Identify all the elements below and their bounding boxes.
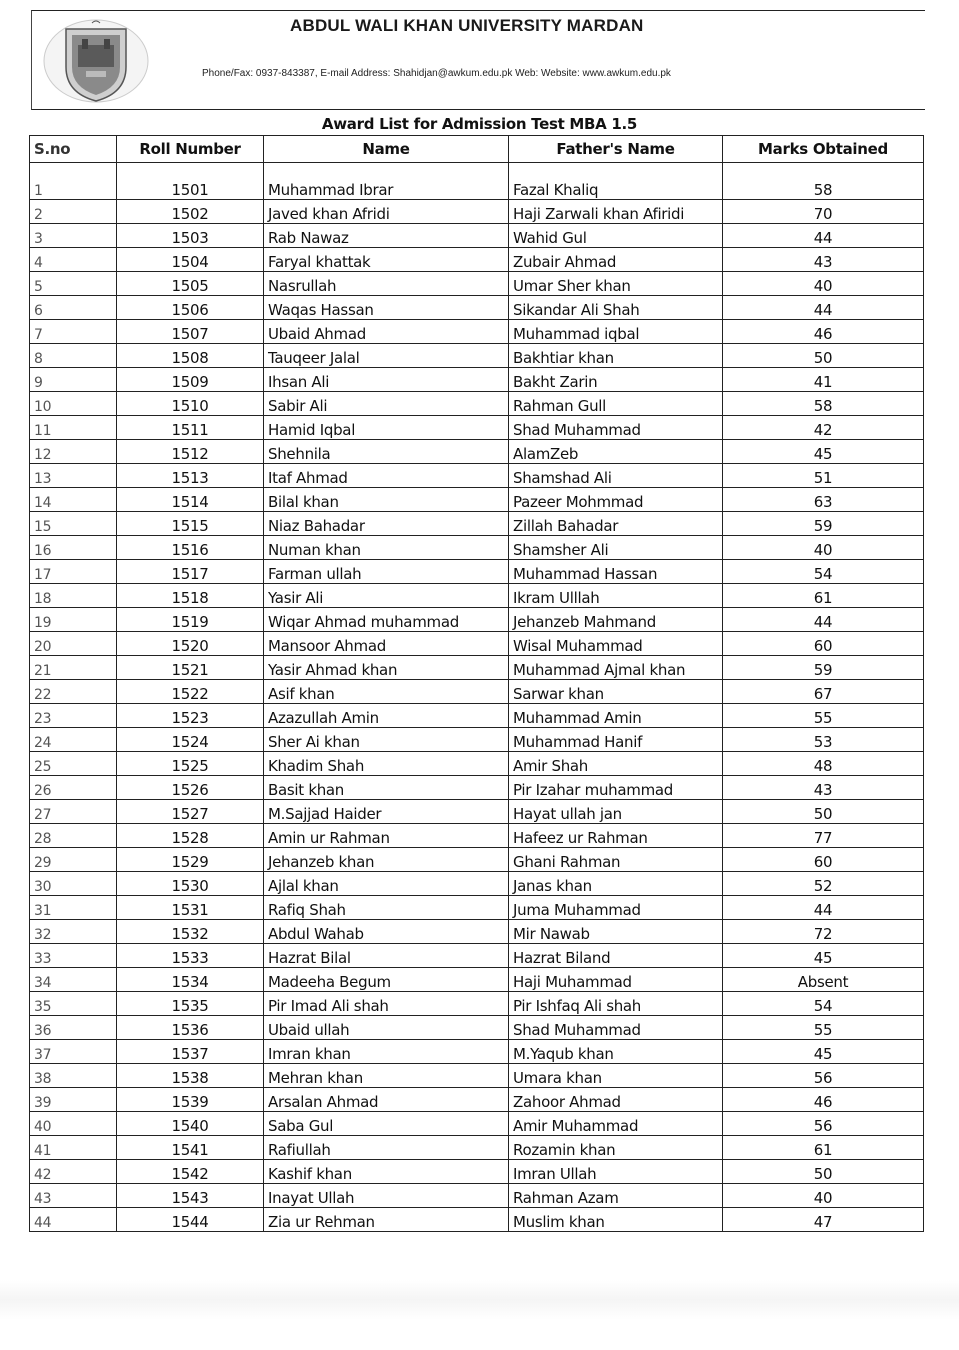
cell-sno: 34 bbox=[30, 968, 117, 992]
cell-fathers-name: Zubair Ahmad bbox=[509, 248, 723, 272]
cell-sno: 28 bbox=[30, 824, 117, 848]
cell-fathers-name: Shamsher Ali bbox=[509, 536, 723, 560]
cell-roll-number: 1533 bbox=[117, 944, 264, 968]
table-row bbox=[30, 224, 924, 248]
cell-roll-number: 1504 bbox=[117, 248, 264, 272]
cell-roll-number: 1516 bbox=[117, 536, 264, 560]
cell-roll-number: 1538 bbox=[117, 1064, 264, 1088]
table-row bbox=[30, 1184, 924, 1208]
table-row bbox=[30, 272, 924, 296]
cell-marks-obtained: 40 bbox=[723, 1184, 924, 1208]
cell-marks-obtained: Absent bbox=[723, 968, 924, 992]
table-row bbox=[30, 632, 924, 656]
table-row bbox=[30, 896, 924, 920]
cell-roll-number: 1539 bbox=[117, 1088, 264, 1112]
cell-name: Yasir Ahmad khan bbox=[264, 656, 509, 680]
cell-sno: 37 bbox=[30, 1040, 117, 1064]
cell-marks-obtained: 77 bbox=[723, 824, 924, 848]
cell-sno: 8 bbox=[30, 344, 117, 368]
cell-fathers-name: Sikandar Ali Shah bbox=[509, 296, 723, 320]
cell-marks-obtained: 55 bbox=[723, 704, 924, 728]
table-row bbox=[30, 1040, 924, 1064]
table-row bbox=[30, 848, 924, 872]
cell-roll-number: 1544 bbox=[117, 1208, 264, 1232]
cell-fathers-name: Haji Muhammad bbox=[509, 968, 723, 992]
table-row bbox=[30, 344, 924, 368]
cell-sno: 41 bbox=[30, 1136, 117, 1160]
table-row bbox=[30, 392, 924, 416]
cell-fathers-name: Haji Zarwali khan Afiridi bbox=[509, 200, 723, 224]
column-header-sno: S.no bbox=[30, 136, 117, 163]
cell-name: Faryal khattak bbox=[264, 248, 509, 272]
cell-marks-obtained: 50 bbox=[723, 1160, 924, 1184]
cell-sno: 18 bbox=[30, 584, 117, 608]
cell-fathers-name: Muhammad Hassan bbox=[509, 560, 723, 584]
cell-marks-obtained: 50 bbox=[723, 344, 924, 368]
cell-roll-number: 1531 bbox=[117, 896, 264, 920]
cell-name: Waqas Hassan bbox=[264, 296, 509, 320]
cell-name: Wiqar Ahmad muhammad bbox=[264, 608, 509, 632]
cell-name: Javed khan Afridi bbox=[264, 200, 509, 224]
cell-sno: 10 bbox=[30, 392, 117, 416]
cell-fathers-name: Wisal Muhammad bbox=[509, 632, 723, 656]
cell-name: Azazullah Amin bbox=[264, 704, 509, 728]
cell-sno: 44 bbox=[30, 1208, 117, 1232]
cell-marks-obtained: 70 bbox=[723, 200, 924, 224]
cell-name: Khadim Shah bbox=[264, 752, 509, 776]
cell-marks-obtained: 43 bbox=[723, 776, 924, 800]
cell-fathers-name: Muhammad Amin bbox=[509, 704, 723, 728]
cell-fathers-name: Ikram Ulllah bbox=[509, 584, 723, 608]
cell-fathers-name: Hafeez ur Rahman bbox=[509, 824, 723, 848]
cell-fathers-name: Amir Shah bbox=[509, 752, 723, 776]
cell-sno: 12 bbox=[30, 440, 117, 464]
table-row bbox=[30, 1208, 924, 1232]
cell-name: Nasrullah bbox=[264, 272, 509, 296]
cell-marks-obtained: 72 bbox=[723, 920, 924, 944]
column-header-roll-number: Roll Number bbox=[117, 136, 264, 163]
cell-roll-number: 1511 bbox=[117, 416, 264, 440]
cell-marks-obtained: 44 bbox=[723, 608, 924, 632]
cell-marks-obtained: 45 bbox=[723, 440, 924, 464]
cell-sno: 42 bbox=[30, 1160, 117, 1184]
cell-name: Kashif khan bbox=[264, 1160, 509, 1184]
cell-marks-obtained: 63 bbox=[723, 488, 924, 512]
cell-fathers-name: Pazeer Mohmmad bbox=[509, 488, 723, 512]
cell-name: Numan khan bbox=[264, 536, 509, 560]
cell-marks-obtained: 56 bbox=[723, 1064, 924, 1088]
table-row bbox=[30, 320, 924, 344]
cell-fathers-name: Pir Izahar muhammad bbox=[509, 776, 723, 800]
cell-roll-number: 1542 bbox=[117, 1160, 264, 1184]
university-name: ABDUL WALI KHAN UNIVERSITY MARDAN bbox=[290, 16, 644, 35]
cell-name: Jehanzeb khan bbox=[264, 848, 509, 872]
cell-roll-number: 1540 bbox=[117, 1112, 264, 1136]
document-title: Award List for Admission Test MBA 1.5 bbox=[321, 115, 638, 133]
cell-name: Rafiq Shah bbox=[264, 896, 509, 920]
cell-sno: 35 bbox=[30, 992, 117, 1016]
cell-roll-number: 1521 bbox=[117, 656, 264, 680]
cell-roll-number: 1520 bbox=[117, 632, 264, 656]
cell-sno: 15 bbox=[30, 512, 117, 536]
cell-roll-number: 1503 bbox=[117, 224, 264, 248]
cell-fathers-name: Umara khan bbox=[509, 1064, 723, 1088]
cell-sno: 36 bbox=[30, 1016, 117, 1040]
cell-marks-obtained: 61 bbox=[723, 584, 924, 608]
cell-fathers-name: Hazrat Biland bbox=[509, 944, 723, 968]
cell-sno: 2 bbox=[30, 200, 117, 224]
cell-marks-obtained: 67 bbox=[723, 680, 924, 704]
cell-roll-number: 1501 bbox=[117, 163, 264, 200]
cell-marks-obtained: 50 bbox=[723, 800, 924, 824]
cell-sno: 32 bbox=[30, 920, 117, 944]
cell-fathers-name: Shad Muhammad bbox=[509, 1016, 723, 1040]
table-row bbox=[30, 1064, 924, 1088]
cell-sno: 43 bbox=[30, 1184, 117, 1208]
cell-name: Abdul Wahab bbox=[264, 920, 509, 944]
cell-marks-obtained: 45 bbox=[723, 1040, 924, 1064]
cell-sno: 9 bbox=[30, 368, 117, 392]
cell-sno: 4 bbox=[30, 248, 117, 272]
table-row bbox=[30, 1088, 924, 1112]
cell-sno: 22 bbox=[30, 680, 117, 704]
cell-fathers-name: Juma Muhammad bbox=[509, 896, 723, 920]
cell-name: Madeeha Begum bbox=[264, 968, 509, 992]
cell-fathers-name: AlamZeb bbox=[509, 440, 723, 464]
cell-roll-number: 1507 bbox=[117, 320, 264, 344]
cell-sno: 7 bbox=[30, 320, 117, 344]
table-row bbox=[30, 872, 924, 896]
cell-fathers-name: Muhammad iqbal bbox=[509, 320, 723, 344]
cell-roll-number: 1519 bbox=[117, 608, 264, 632]
cell-name: Saba Gul bbox=[264, 1112, 509, 1136]
cell-roll-number: 1537 bbox=[117, 1040, 264, 1064]
cell-roll-number: 1524 bbox=[117, 728, 264, 752]
table-row bbox=[30, 200, 924, 224]
cell-fathers-name: Muslim khan bbox=[509, 1208, 723, 1232]
cell-fathers-name: Muhammad Ajmal khan bbox=[509, 656, 723, 680]
cell-fathers-name: Imran Ullah bbox=[509, 1160, 723, 1184]
cell-roll-number: 1502 bbox=[117, 200, 264, 224]
cell-name: Muhammad Ibrar bbox=[264, 163, 509, 200]
cell-roll-number: 1508 bbox=[117, 344, 264, 368]
table-row bbox=[30, 968, 924, 992]
cell-name: Niaz Bahadar bbox=[264, 512, 509, 536]
cell-roll-number: 1515 bbox=[117, 512, 264, 536]
cell-sno: 13 bbox=[30, 464, 117, 488]
cell-roll-number: 1530 bbox=[117, 872, 264, 896]
cell-name: Ubaid Ahmad bbox=[264, 320, 509, 344]
cell-name: Itaf Ahmad bbox=[264, 464, 509, 488]
cell-name: Mansoor Ahmad bbox=[264, 632, 509, 656]
cell-name: Yasir Ali bbox=[264, 584, 509, 608]
cell-roll-number: 1510 bbox=[117, 392, 264, 416]
cell-marks-obtained: 54 bbox=[723, 560, 924, 584]
cell-name: Ubaid ullah bbox=[264, 1016, 509, 1040]
cell-marks-obtained: 48 bbox=[723, 752, 924, 776]
cell-fathers-name: Hayat ullah jan bbox=[509, 800, 723, 824]
cell-sno: 23 bbox=[30, 704, 117, 728]
cell-marks-obtained: 58 bbox=[723, 392, 924, 416]
table-row bbox=[30, 440, 924, 464]
cell-fathers-name: Bakhtiar khan bbox=[509, 344, 723, 368]
table-row bbox=[30, 1160, 924, 1184]
cell-name: Tauqeer Jalal bbox=[264, 344, 509, 368]
cell-fathers-name: Mir Nawab bbox=[509, 920, 723, 944]
cell-name: Farman ullah bbox=[264, 560, 509, 584]
cell-marks-obtained: 44 bbox=[723, 296, 924, 320]
cell-marks-obtained: 52 bbox=[723, 872, 924, 896]
cell-sno: 1 bbox=[30, 163, 117, 200]
cell-roll-number: 1528 bbox=[117, 824, 264, 848]
cell-sno: 11 bbox=[30, 416, 117, 440]
table-row bbox=[30, 800, 924, 824]
cell-fathers-name: Zahoor Ahmad bbox=[509, 1088, 723, 1112]
cell-name: Ihsan Ali bbox=[264, 368, 509, 392]
table-row bbox=[30, 368, 924, 392]
table-row bbox=[30, 1136, 924, 1160]
table-row bbox=[30, 464, 924, 488]
cell-marks-obtained: 46 bbox=[723, 320, 924, 344]
cell-marks-obtained: 40 bbox=[723, 536, 924, 560]
cell-sno: 31 bbox=[30, 896, 117, 920]
table-row bbox=[30, 163, 924, 200]
cell-marks-obtained: 46 bbox=[723, 1088, 924, 1112]
column-header-fathers-name: Father's Name bbox=[509, 136, 723, 163]
cell-fathers-name: M.Yaqub khan bbox=[509, 1040, 723, 1064]
cell-fathers-name: Janas khan bbox=[509, 872, 723, 896]
cell-name: Hamid Iqbal bbox=[264, 416, 509, 440]
table-row bbox=[30, 992, 924, 1016]
cell-fathers-name: Shamshad Ali bbox=[509, 464, 723, 488]
cell-sno: 33 bbox=[30, 944, 117, 968]
cell-name: Imran khan bbox=[264, 1040, 509, 1064]
table-row bbox=[30, 704, 924, 728]
cell-roll-number: 1541 bbox=[117, 1136, 264, 1160]
table-row bbox=[30, 488, 924, 512]
cell-marks-obtained: 44 bbox=[723, 224, 924, 248]
cell-sno: 27 bbox=[30, 800, 117, 824]
cell-roll-number: 1514 bbox=[117, 488, 264, 512]
cell-roll-number: 1532 bbox=[117, 920, 264, 944]
cell-sno: 39 bbox=[30, 1088, 117, 1112]
cell-roll-number: 1505 bbox=[117, 272, 264, 296]
cell-sno: 25 bbox=[30, 752, 117, 776]
column-header-marks-obtained: Marks Obtained bbox=[723, 136, 924, 163]
cell-marks-obtained: 60 bbox=[723, 632, 924, 656]
cell-name: Shehnila bbox=[264, 440, 509, 464]
cell-sno: 5 bbox=[30, 272, 117, 296]
cell-fathers-name: Amir Muhammad bbox=[509, 1112, 723, 1136]
cell-name: Sher Ai khan bbox=[264, 728, 509, 752]
table-row bbox=[30, 512, 924, 536]
cell-fathers-name: Bakht Zarin bbox=[509, 368, 723, 392]
cell-name: Rab Nawaz bbox=[264, 224, 509, 248]
cell-fathers-name: Shad Muhammad bbox=[509, 416, 723, 440]
cell-fathers-name: Zillah Bahadar bbox=[509, 512, 723, 536]
cell-roll-number: 1534 bbox=[117, 968, 264, 992]
table-row bbox=[30, 824, 924, 848]
table-row bbox=[30, 608, 924, 632]
table-row bbox=[30, 296, 924, 320]
cell-fathers-name: Wahid Gul bbox=[509, 224, 723, 248]
cell-sno: 20 bbox=[30, 632, 117, 656]
cell-name: Pir Imad Ali shah bbox=[264, 992, 509, 1016]
cell-marks-obtained: 45 bbox=[723, 944, 924, 968]
table-row bbox=[30, 1016, 924, 1040]
cell-sno: 24 bbox=[30, 728, 117, 752]
cell-marks-obtained: 51 bbox=[723, 464, 924, 488]
scan-margin bbox=[0, 1280, 959, 1320]
cell-marks-obtained: 53 bbox=[723, 728, 924, 752]
cell-sno: 29 bbox=[30, 848, 117, 872]
table-row bbox=[30, 920, 924, 944]
table-row bbox=[30, 656, 924, 680]
table-row bbox=[30, 584, 924, 608]
cell-roll-number: 1543 bbox=[117, 1184, 264, 1208]
contact-info: Phone/Fax: 0937-843387, E-mail Address: Shahidjan@awkum.edu.pk Web: Website: www.awkum.edu.pk bbox=[202, 68, 671, 79]
cell-sno: 3 bbox=[30, 224, 117, 248]
cell-name: Zia ur Rehman bbox=[264, 1208, 509, 1232]
cell-roll-number: 1523 bbox=[117, 704, 264, 728]
cell-roll-number: 1509 bbox=[117, 368, 264, 392]
cell-sno: 38 bbox=[30, 1064, 117, 1088]
cell-name: M.Sajjad Haider bbox=[264, 800, 509, 824]
award-list-table bbox=[29, 135, 924, 1232]
cell-marks-obtained: 42 bbox=[723, 416, 924, 440]
cell-fathers-name: Sarwar khan bbox=[509, 680, 723, 704]
cell-fathers-name: Rahman Azam bbox=[509, 1184, 723, 1208]
column-header-name: Name bbox=[264, 136, 509, 163]
cell-marks-obtained: 56 bbox=[723, 1112, 924, 1136]
cell-marks-obtained: 44 bbox=[723, 896, 924, 920]
table-header-row bbox=[30, 136, 924, 163]
cell-fathers-name: Rahman Gull bbox=[509, 392, 723, 416]
cell-name: Mehran khan bbox=[264, 1064, 509, 1088]
cell-fathers-name: Muhammad Hanif bbox=[509, 728, 723, 752]
cell-marks-obtained: 60 bbox=[723, 848, 924, 872]
cell-roll-number: 1535 bbox=[117, 992, 264, 1016]
cell-fathers-name: Fazal Khaliq bbox=[509, 163, 723, 200]
table-row bbox=[30, 776, 924, 800]
cell-roll-number: 1536 bbox=[117, 1016, 264, 1040]
cell-fathers-name: Pir Ishfaq Ali shah bbox=[509, 992, 723, 1016]
cell-fathers-name: Rozamin khan bbox=[509, 1136, 723, 1160]
cell-sno: 17 bbox=[30, 560, 117, 584]
table-row bbox=[30, 248, 924, 272]
cell-marks-obtained: 58 bbox=[723, 163, 924, 200]
cell-roll-number: 1512 bbox=[117, 440, 264, 464]
cell-marks-obtained: 61 bbox=[723, 1136, 924, 1160]
cell-sno: 30 bbox=[30, 872, 117, 896]
table-row bbox=[30, 752, 924, 776]
cell-sno: 26 bbox=[30, 776, 117, 800]
letterhead bbox=[31, 10, 925, 110]
cell-marks-obtained: 40 bbox=[723, 272, 924, 296]
table-row bbox=[30, 728, 924, 752]
cell-marks-obtained: 41 bbox=[723, 368, 924, 392]
cell-name: Sabir Ali bbox=[264, 392, 509, 416]
university-crest-icon bbox=[42, 19, 150, 103]
cell-sno: 6 bbox=[30, 296, 117, 320]
cell-sno: 14 bbox=[30, 488, 117, 512]
cell-name: Arsalan Ahmad bbox=[264, 1088, 509, 1112]
cell-sno: 21 bbox=[30, 656, 117, 680]
cell-name: Amin ur Rahman bbox=[264, 824, 509, 848]
cell-roll-number: 1513 bbox=[117, 464, 264, 488]
cell-marks-obtained: 59 bbox=[723, 656, 924, 680]
cell-roll-number: 1527 bbox=[117, 800, 264, 824]
table-row bbox=[30, 944, 924, 968]
cell-name: Ajlal khan bbox=[264, 872, 509, 896]
cell-marks-obtained: 55 bbox=[723, 1016, 924, 1040]
cell-marks-obtained: 59 bbox=[723, 512, 924, 536]
cell-marks-obtained: 43 bbox=[723, 248, 924, 272]
cell-roll-number: 1529 bbox=[117, 848, 264, 872]
cell-sno: 40 bbox=[30, 1112, 117, 1136]
cell-roll-number: 1522 bbox=[117, 680, 264, 704]
cell-sno: 19 bbox=[30, 608, 117, 632]
cell-fathers-name: Umar Sher khan bbox=[509, 272, 723, 296]
cell-name: Asif khan bbox=[264, 680, 509, 704]
table-row bbox=[30, 536, 924, 560]
cell-roll-number: 1518 bbox=[117, 584, 264, 608]
cell-marks-obtained: 54 bbox=[723, 992, 924, 1016]
cell-roll-number: 1525 bbox=[117, 752, 264, 776]
cell-marks-obtained: 47 bbox=[723, 1208, 924, 1232]
cell-name: Hazrat Bilal bbox=[264, 944, 509, 968]
cell-name: Inayat Ullah bbox=[264, 1184, 509, 1208]
table-row bbox=[30, 416, 924, 440]
cell-fathers-name: Jehanzeb Mahmand bbox=[509, 608, 723, 632]
cell-sno: 16 bbox=[30, 536, 117, 560]
cell-name: Rafiullah bbox=[264, 1136, 509, 1160]
table-row bbox=[30, 680, 924, 704]
cell-name: Basit khan bbox=[264, 776, 509, 800]
cell-roll-number: 1526 bbox=[117, 776, 264, 800]
cell-fathers-name: Ghani Rahman bbox=[509, 848, 723, 872]
cell-roll-number: 1517 bbox=[117, 560, 264, 584]
cell-name: Bilal khan bbox=[264, 488, 509, 512]
table-row bbox=[30, 560, 924, 584]
table-row bbox=[30, 1112, 924, 1136]
cell-roll-number: 1506 bbox=[117, 296, 264, 320]
